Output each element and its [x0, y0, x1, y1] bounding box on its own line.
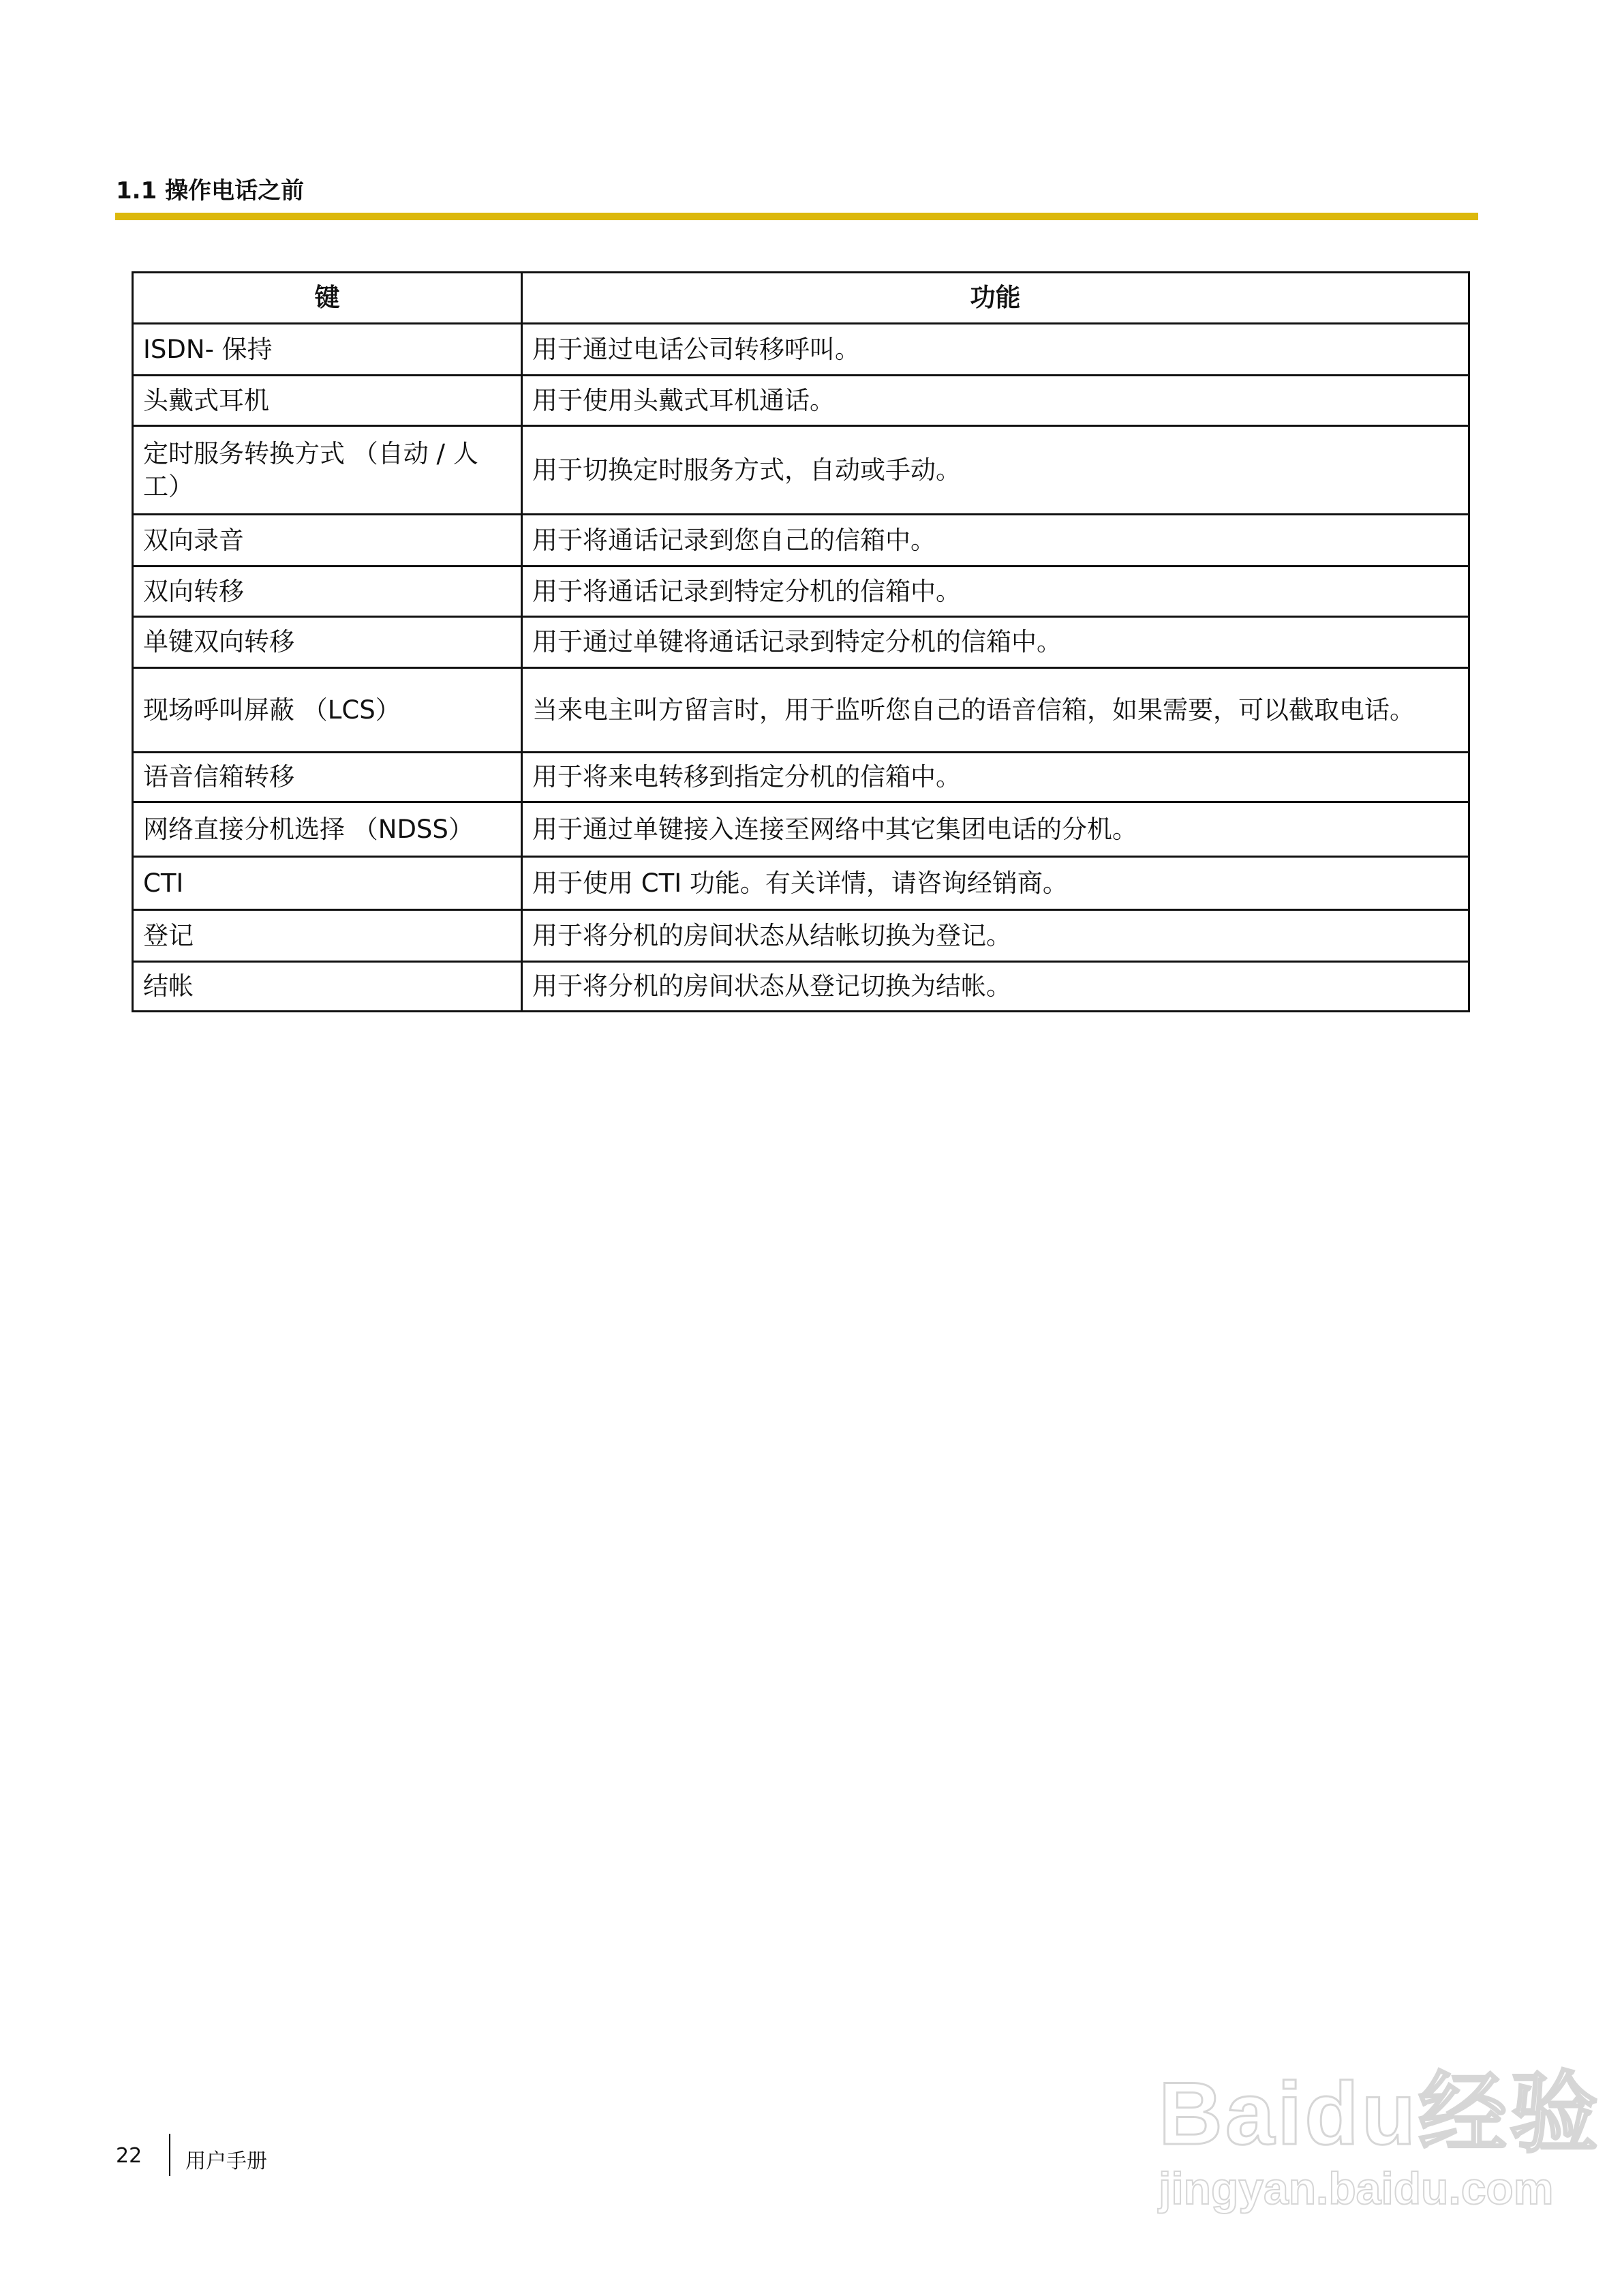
header-rule — [115, 213, 1478, 220]
key-cell: 结帐 — [133, 962, 522, 1012]
function-cell: 用于将来电转移到指定分机的信箱中。 — [522, 753, 1469, 802]
column-header-function: 功能 — [522, 273, 1469, 324]
table-row — [133, 617, 1469, 668]
table-row — [133, 324, 1469, 376]
key-cell: CTI — [133, 857, 522, 910]
table-row — [133, 515, 1469, 567]
table-row — [133, 376, 1469, 426]
table-row — [133, 753, 1469, 802]
function-cell: 当来电主叫方留言时，用于监听您自己的语音信箱，如果需要，可以截取电话。 — [522, 668, 1469, 753]
function-cell: 用于将通话记录到特定分机的信箱中。 — [522, 567, 1469, 617]
key-cell: 双向转移 — [133, 567, 522, 617]
key-cell: 登记 — [133, 910, 522, 962]
watermark-url: jingyan.baidu.com — [1159, 2163, 1554, 2214]
table-row — [133, 567, 1469, 617]
table-row — [133, 426, 1469, 515]
column-header-key: 键 — [133, 273, 522, 324]
key-cell: 双向录音 — [133, 515, 522, 567]
function-cell: 用于通过单键将通话记录到特定分机的信箱中。 — [522, 617, 1469, 668]
key-cell: 头戴式耳机 — [133, 376, 522, 426]
function-cell: 用于切换定时服务方式，自动或手动。 — [522, 426, 1469, 515]
section-title: 1.1 操作电话之前 — [116, 177, 305, 205]
table-row — [133, 910, 1469, 962]
key-cell: 现场呼叫屏蔽 （LCS） — [133, 668, 522, 753]
table-header-row — [133, 273, 1469, 324]
table-row — [133, 857, 1469, 910]
key-cell: ISDN- 保持 — [133, 324, 522, 376]
key-cell: 定时服务转换方式 （自动 / 人工） — [133, 426, 522, 515]
function-cell: 用于将通话记录到您自己的信箱中。 — [522, 515, 1469, 567]
function-cell: 用于使用 CTI 功能。有关详情，请咨询经销商。 — [522, 857, 1469, 910]
key-cell: 网络直接分机选择 （NDSS） — [133, 802, 522, 857]
footer-divider — [169, 2134, 170, 2176]
baidu-watermark — [1159, 2066, 1601, 2216]
table-row — [133, 962, 1469, 1012]
function-cell: 用于通过单键接入连接至网络中其它集团电话的分机。 — [522, 802, 1469, 857]
page-number: 22 — [116, 2144, 142, 2168]
table-row — [133, 668, 1469, 753]
key-function-table — [132, 271, 1470, 1012]
table-row — [133, 802, 1469, 857]
manual-title: 用户手册 — [185, 2149, 267, 2173]
function-cell: 用于将分机的房间状态从登记切换为结帐。 — [522, 962, 1469, 1012]
key-cell: 语音信箱转移 — [133, 753, 522, 802]
function-cell: 用于通过电话公司转移呼叫。 — [522, 324, 1469, 376]
function-cell: 用于使用头戴式耳机通话。 — [522, 376, 1469, 426]
function-cell: 用于将分机的房间状态从结帐切换为登记。 — [522, 910, 1469, 962]
watermark-brand: Baidu经验 — [1159, 2064, 1602, 2163]
key-cell: 单键双向转移 — [133, 617, 522, 668]
